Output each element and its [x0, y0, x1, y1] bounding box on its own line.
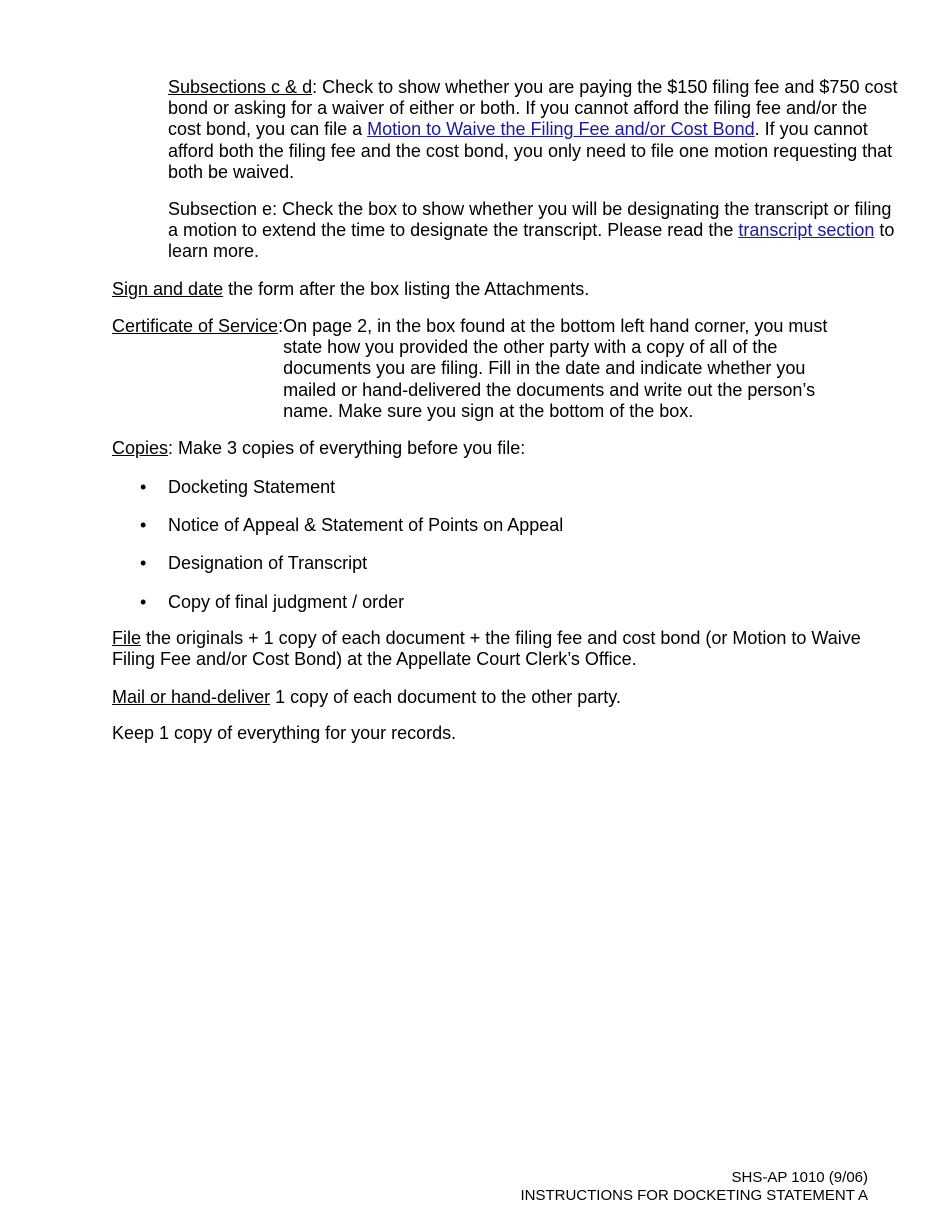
certificate-of-service-heading	[112, 316, 283, 422]
page-footer	[520, 1169, 868, 1205]
bullet-icon: •	[140, 553, 147, 573]
sign-date-label: Sign and date	[112, 279, 224, 299]
file-text: the originals + 1 copy of each document + the filing fee and cost bond (or Motion to Waive Filing Fee and/or Cost Bond) at the Appellate Court Clerk’s Office.	[112, 628, 861, 670]
subsection-cd-text-end: . If you cannot afford both the filing fee and the cost bond, you only need to file one motion requesting that both be waived.	[168, 119, 893, 182]
motion-to-waive-link[interactable]: Motion to Waive the Filing Fee and/or Cost Bond	[367, 119, 755, 140]
subsection-cd-paragraph	[168, 77, 898, 183]
file-label: File	[112, 628, 142, 648]
subsection-e-paragraph	[168, 199, 898, 263]
list-item-text: Designation of Transcript	[168, 553, 368, 573]
certificate-of-service-label: Certificate of Service	[112, 316, 279, 336]
list-item-text: Docketing Statement	[168, 477, 336, 497]
sign-date-paragraph	[112, 279, 902, 300]
mail-paragraph	[112, 687, 902, 708]
list-item	[140, 592, 404, 613]
list-item	[140, 553, 367, 574]
form-title: INSTRUCTIONS FOR DOCKETING STATEMENT A	[520, 1187, 868, 1204]
keep-text: Keep 1 copy of everything for your records.	[112, 723, 457, 743]
file-paragraph	[112, 628, 902, 670]
bullet-icon: •	[140, 592, 147, 612]
subsection-cd-text: : Check to show whether you are paying the $150 filing fee and $750 cost bond or asking for a waiver of either or both. If you cannot afford the filing fee and/or the cost bond, you can file a	[168, 77, 898, 140]
sign-date-text: the form after the box listing the Attachments.	[223, 279, 590, 299]
copies-label: Copies	[112, 438, 169, 458]
copies-text: : Make 3 copies of everything before you file:	[168, 438, 526, 458]
certificate-of-service-paragraph	[112, 316, 902, 422]
list-item	[140, 515, 563, 536]
transcript-section-link[interactable]: transcript section	[738, 220, 875, 241]
list-item-text: Copy of final judgment / order	[168, 592, 405, 612]
mail-label: Mail or hand-deliver	[112, 687, 271, 707]
bullet-icon: •	[140, 515, 147, 535]
subsection-e-text: Subsection e: Check the box to show whether you will be designating the transcript or filing a motion to extend the time to designate the transcript. Please read the	[168, 199, 892, 241]
subsection-cd-label: Subsections c & d	[168, 77, 313, 97]
list-item	[140, 477, 335, 498]
certificate-separator: :	[278, 316, 284, 336]
mail-text: 1 copy of each document to the other party.	[270, 687, 621, 707]
list-item-text: Notice of Appeal & Statement of Points on Appeal	[168, 515, 564, 535]
copies-paragraph	[112, 438, 902, 459]
subsection-e-text-end: to learn more.	[168, 220, 895, 262]
keep-paragraph	[112, 723, 902, 744]
bullet-icon: •	[140, 477, 147, 497]
form-number: SHS-AP 1010 (9/06)	[731, 1169, 868, 1186]
certificate-of-service-text: On page 2, in the box found at the bottom left hand corner, you must state how you provided the other party with a copy of all of the documents you are filing. Fill in the date and indicate whether you mailed or hand-delivered the documents and write out the person’s name. Make sure you sign at the bottom of the box.	[283, 316, 828, 421]
